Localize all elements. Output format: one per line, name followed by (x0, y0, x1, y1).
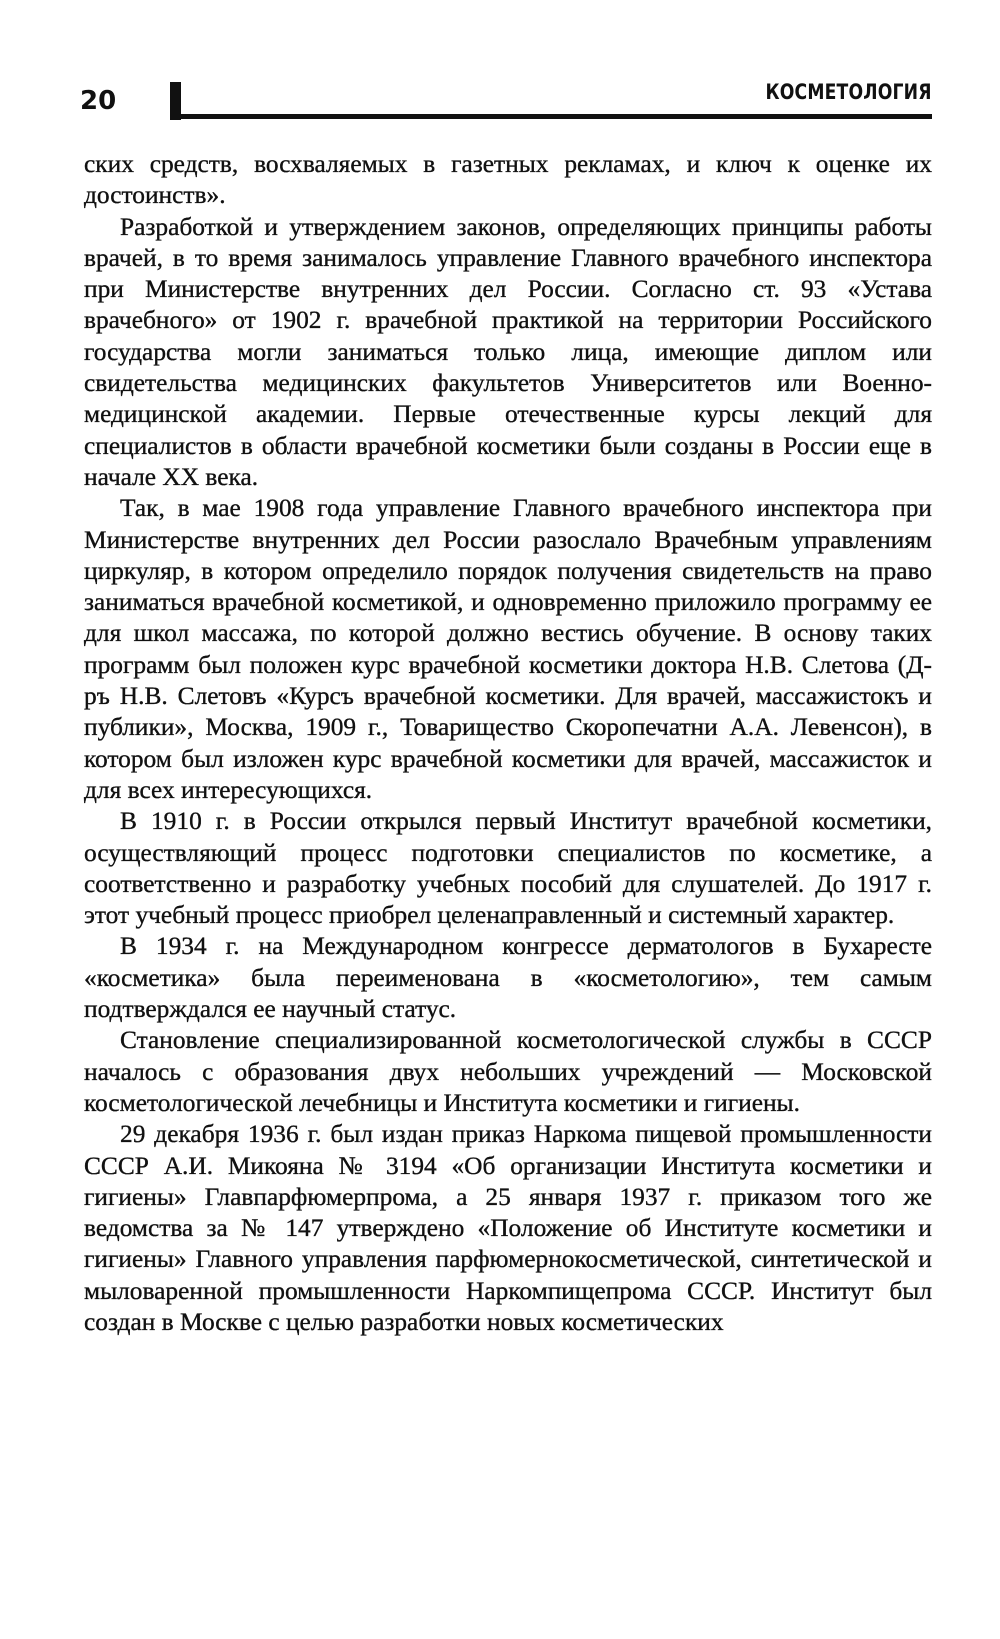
paragraph-continuation: ских средств, восхваляемых в газетных рекламах, и ключ к оценке их достоинств». (84, 150, 932, 210)
page-number: 20 (80, 86, 117, 116)
paragraph: В 1910 г. в России открылся первый Институт врачебной косметики, осуществляющий процесс подготовки специалистов по косметике, а соответственно и разработку учебных пособий для слушателей. До 1917 г. этот учебный процесс приобрел целенаправленный и системный характер. (84, 807, 932, 930)
running-title: КОСМЕТОЛОГИЯ (765, 80, 932, 104)
page-header (80, 78, 932, 122)
paragraph: 29 декабря 1936 г. был издан приказ Наркома пищевой промышленности СССР А.И. Микояна № 3194 «Об организации Института косметики и гигиены» Главпарфюмерпрома, а 25 января 1937 г. приказом того же ведомства за № 147 утверждено «Положение об Институте косметики и гигиены» Главного управления парфюмернокосметической, синтетической и мыловаренной промышленности Наркомпищепрома СССР. Институт был создан в Москве с целью разработки новых косметических (84, 1120, 932, 1336)
body-text (84, 149, 932, 1338)
paragraph: Так, в мае 1908 года управление Главного врачебного инспектора при Министерстве внутренних дел России разослало Врачебным управлениям циркуляр, в котором определило порядок получения свидетельств на право заниматься врачебной косметикой, и одновременно приложило программу ее для школ массажа, по которой должно вестись обучение. В основу таких программ был положен курс врачебной косметики доктора Н.В. Слетова (Д-ръ Н.В. Слетовъ «Курсъ врачебной косметики. Для врачей, массажистокъ и публики», Москва, 1909 г., Товарищество Скоропечатни А.А. Левенсон), в котором был изложен курс врачебной косметики для врачей, массажисток и для всех интересующихся. (84, 494, 932, 804)
paragraph: Разработкой и утверждением законов, определяющих принципы работы врачей, в то время занималось управление Главного врачебного инспектора при Министерстве внутренних дел России. Согласно ст. 93 «Устава врачебного» от 1902 г. врачебной практикой на территории Российского государства могли заниматься только лица, имеющие диплом или свидетельства медицинских факультетов Университетов или Военно-медицинской академии. Первые отечественные курсы лекций для специалистов в области врачебной косметики были созданы в России еще в начале XX века. (84, 212, 932, 491)
paragraph: В 1934 г. на Международном конгрессе дерматологов в Бухаресте «косметика» была переименована в «косметологию», тем самым подтверждался ее научный статус. (84, 932, 932, 1024)
paragraph: Становление специализированной косметологической службы в СССР началось с образования двух небольших учреждений — Московской косметологической лечебницы и Института косметики и гигиены. (84, 1026, 932, 1117)
header-rule (170, 114, 932, 119)
